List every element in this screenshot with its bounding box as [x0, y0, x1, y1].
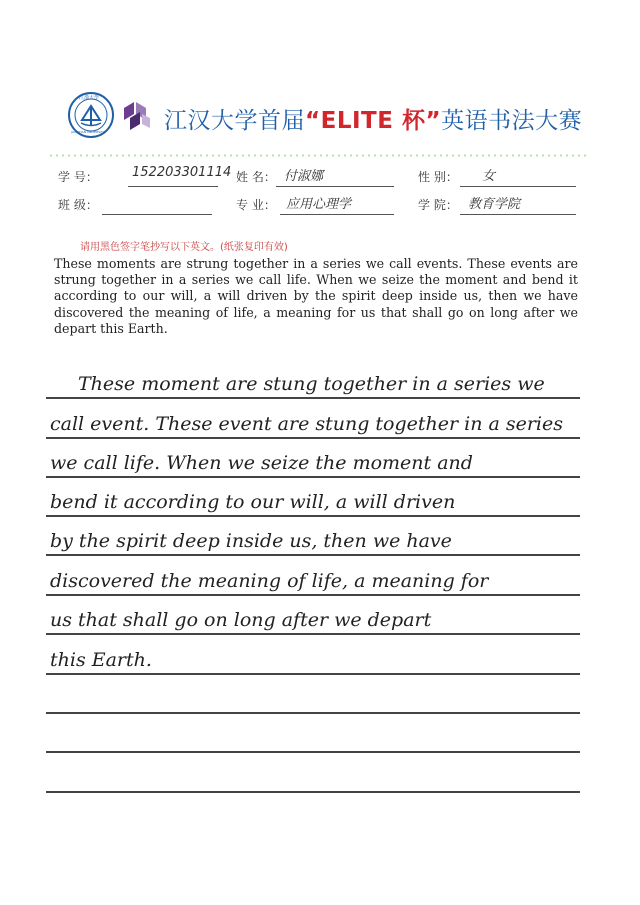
handwritten-line: us that shall go on long after we depart — [50, 609, 432, 631]
major-line — [280, 214, 394, 215]
form-row-2 — [58, 196, 598, 218]
gender-line — [460, 186, 576, 187]
ruled-line — [46, 437, 580, 439]
school-value: 教育学院 — [468, 197, 521, 212]
student-id-line — [128, 186, 218, 187]
ruled-line — [46, 751, 580, 753]
school-line — [460, 214, 576, 215]
handwritten-line: we call life. When we seize the moment and — [50, 452, 473, 474]
seal-text-top: 江漢大學 — [79, 95, 100, 101]
name-label: 姓 名： — [236, 170, 276, 184]
seal-text-bottom: JIANGHAN UNIVERSITY — [71, 130, 105, 134]
student-id-value: 152203301114 — [132, 165, 232, 180]
source-passage: These moments are strung together in a series we call events. These events are strung together in a series we call life. When we seize the moment and bend it according to our will, a will driven by the spirit deep inside us, then we have discovered the meaning of life, a meaning for us that shall go on long after we depart this Earth. — [54, 256, 578, 336]
handwritten-line: discovered the meaning of life, a meaning for — [50, 570, 489, 592]
ruled-line — [46, 476, 580, 478]
instruction-note: 请用黑色签字笔抄写以下英文。(纸张复印有效) — [80, 242, 288, 253]
ruled-line — [46, 791, 580, 793]
handwritten-line: this Earth. — [50, 649, 152, 671]
class-label: 班 级： — [58, 198, 98, 212]
gender-value: 女 — [482, 169, 496, 184]
contest-header — [68, 92, 608, 140]
class-line — [102, 214, 212, 215]
school-label: 学 院： — [418, 198, 458, 212]
ruled-line — [46, 397, 580, 399]
contest-title: 江汉大学首届“ELITE 杯”英语书法大赛 — [164, 108, 583, 134]
ruled-line — [46, 712, 580, 714]
elite-logo-icon — [120, 98, 154, 134]
ruled-line — [46, 515, 580, 517]
form-row-1 — [58, 165, 598, 190]
ruled-line — [46, 673, 580, 675]
gender-label: 性 别： — [418, 170, 458, 184]
handwritten-line: call event. These event are stung together in a series — [50, 413, 563, 435]
ruled-line — [46, 594, 580, 596]
major-value: 应用心理学 — [286, 197, 352, 212]
handwritten-line: These moment are stung together in a series we — [78, 373, 545, 395]
ruled-line — [46, 554, 580, 556]
name-line — [276, 186, 394, 187]
ruled-line — [46, 633, 580, 635]
major-label: 专 业： — [236, 198, 276, 212]
header-divider — [48, 154, 588, 157]
handwritten-line: bend it according to our will, a will driven — [50, 491, 456, 513]
name-value: 付淑娜 — [284, 169, 324, 184]
handwritten-line: by the spirit deep inside us, then we have — [50, 530, 452, 552]
student-id-label: 学 号： — [58, 170, 98, 184]
